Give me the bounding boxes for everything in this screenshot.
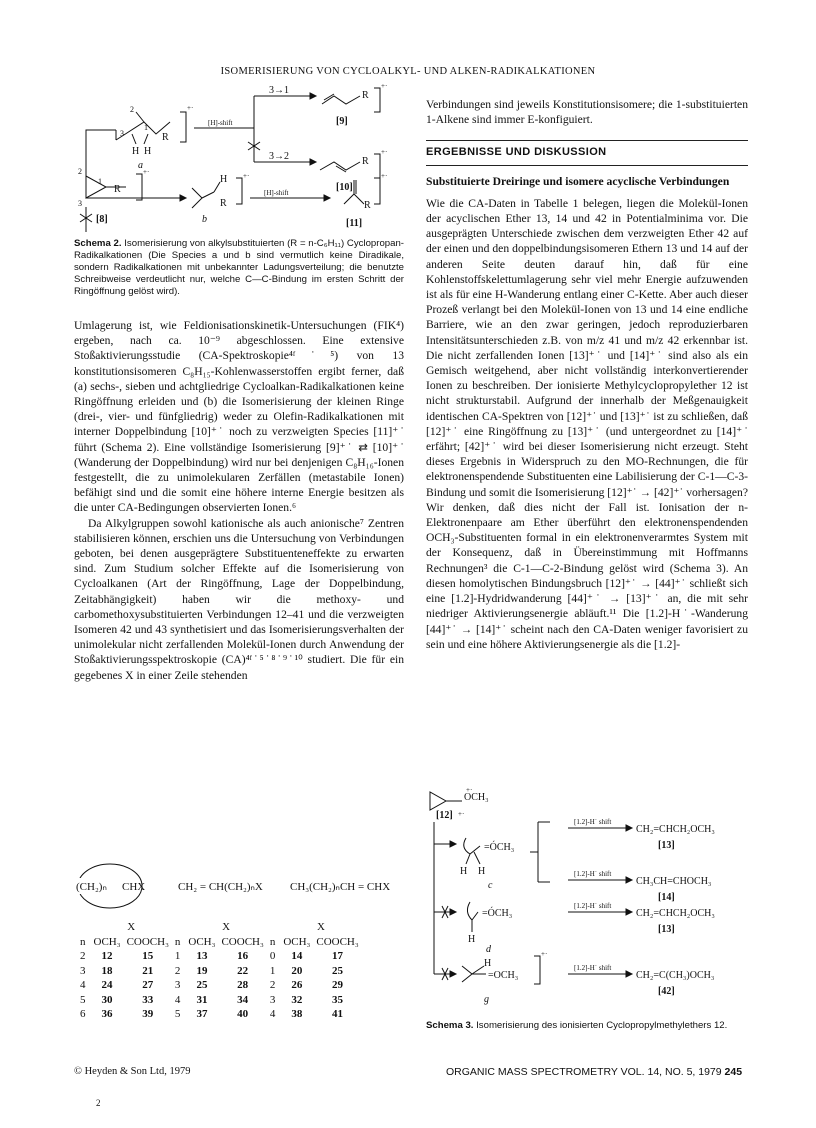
table-x-1: X bbox=[127, 921, 136, 933]
s3-species-d: d bbox=[486, 944, 491, 955]
table-cell: 41 bbox=[332, 1008, 344, 1020]
label-rad-b: +· bbox=[243, 172, 250, 180]
s3-h-c1: H bbox=[460, 866, 468, 877]
table-x-3: X bbox=[317, 921, 325, 933]
scheme-3-diagram bbox=[426, 788, 748, 1013]
table-cell: 13 bbox=[196, 950, 208, 962]
label-r-8: R bbox=[114, 184, 121, 195]
label-r-b: R bbox=[220, 198, 227, 209]
label-h-shift-b: [H]-shift bbox=[264, 189, 289, 197]
table-cell: 38 bbox=[291, 1008, 303, 1020]
s3-rad-12: +· bbox=[466, 788, 473, 794]
label-8-num-1: 1 bbox=[98, 177, 102, 186]
subsection-heading: Substituierte Dreiringe und isomere acyclische Verbindungen bbox=[426, 174, 730, 188]
table-cell: 4 bbox=[269, 1008, 276, 1020]
label-h-a2: H bbox=[144, 146, 152, 157]
left-column bbox=[74, 318, 404, 683]
footer-copyright: © Heyden & Son Ltd, 1979 bbox=[74, 1066, 191, 1077]
left-paragraph-2: Da Alkylgruppen sowohl kationische als auch anionische⁷ Zentren stabilisieren können, erschien uns die Untersuchung von Verbindungen geboten, bei denen ausgeprägtere Substituenteneffekte zu erwarten sind. Zum Studium solcher Effekte auf die Isomerisierung von Cycloalkanen (Art der Ringöffnung, Lage der Doppelbindung, Zeitabhängigkeit) haben wir die methoxy- und carbomethoxysubstituierten Verbindungen 12–41 und die verzweigten Isomeren 42 und 43 synthetisiert und das Isomerisierungsverhalten der unimolekular nicht zerfallenden Molekül-Ionen durch Anwendung der Stoßaktivierungsspektroskopie (CA)⁴ᶠ˙⁵˙⁸˙⁹˙¹⁰ studiert. Die für ein gegebenes X in einer Zeile stehenden bbox=[74, 516, 404, 682]
label-r-11: R bbox=[364, 200, 371, 211]
s3-h-c2: H bbox=[478, 866, 486, 877]
table-cell: 24 bbox=[101, 979, 113, 991]
table-cell: 2 bbox=[269, 979, 276, 991]
label-num-2: 2 bbox=[130, 105, 134, 114]
table-cell: 27 bbox=[142, 979, 154, 991]
table-cell: 30 bbox=[101, 993, 113, 1006]
right-paragraph-1: Wie die CA-Daten in Tabelle 1 belegen, liegen die Molekül-Ionen der acyclischen Ether 13, 14 und 42 in Potentialminima vor. Die ausgeprägten Unterschiede zwischen dem verzweigten Ether 42 auf der einen und den doppelbindungsisomeren Ethern 13 und 14 auf der anderen Seite deuten darauf hin, daß für eine Kohlenstoffskelettumlagerung sehr viel mehr Energie aufzuwenden ist als für eine H-Wanderung entlang einer C-Kette. Aber auch dieser Prozeß verlangt bei den Molekül-Ionen von 13 und 14 eine endliche Barriere, wie an den zwar geringen, jedoch reproduzierbaren Intensitätsunterschieden z.B. von m/z 41 und m/z 42 erkennbar ist. Die nicht zerfallenden Ionen [13]⁺˙ und [14]⁺˙ sind also als ein Gemisch weitgehend, aber nicht vollständig interkonvertierender Ionen zu beschreiben. Der ionisierte Methylcyclopropylether 12 ist nicht strukturstabil. Aufgrund der innerhalb der Meßgenauigkeit identischen CA-Spektren von [12]⁺˙ und [13]⁺˙ ist zu schließen, daß [12]⁺˙ eine Ringöffnung zu [13]⁺˙ (und untergeordnet zu [14]⁺˙ erfährt; [42]⁺˙ wird bei dieser Isomerisierung nicht erzeugt. Steht dieses Ergebnis in Widerspruch zu den MO-Rechnungen, die für elektronenspendende Substituenten eine Labilisierung der C-1—C-3-Bindung und somit die Isomerisierung [12]⁺˙ → [42]⁺˙ vorhersagen? Wir denken, daß dies nicht der Fall ist. Ionisation der n-Elektronenpaare am Ether überführt den elektronenspendenden OCH₃-Substituenten formal in ein elektronenverarmtes System mit der Konsequenz, daß in Übereinstimmung mit Hoffmanns Rechnungen³ die C-1—C-2-Bindung gelöst wird (Schema 3). An diesen homolytischen Bindungsbruch [12]⁺˙ → [44]⁺˙ schließt sich eine [1.2]-Hydridwanderung [44]⁺˙ → [13]⁺˙ an, die mit sehr niedriger Aktivierungsenergie abläuft.¹¹ Die [1.2]-H˙-Wanderung [44]⁺˙ → [14]⁺˙ scheint nach den CA-Daten weniger favorisiert zu sein und eine höhere Aktivierungsenergie als die [1.2]- bbox=[426, 196, 748, 651]
table-cell: 1 bbox=[269, 964, 276, 977]
compound-9: [9] bbox=[336, 116, 348, 127]
th-och3-3: OCH₃ bbox=[283, 935, 311, 948]
table-row bbox=[80, 1007, 365, 1022]
s3-product-42: CH₂=C(CH₃)OCH₃ bbox=[636, 970, 715, 981]
table-cell: 5 bbox=[80, 993, 86, 1006]
table-x-row bbox=[80, 920, 365, 935]
label-rad-11: +· bbox=[381, 172, 388, 180]
th-och3-2: OCH₃ bbox=[188, 935, 216, 948]
s3-shift-d: [1.2]-H˙ shift bbox=[574, 902, 612, 910]
table-cell: 36 bbox=[101, 1008, 113, 1020]
right-paragraph-0: Verbindungen sind jeweils Konstitutionsisomere; die 1-substituierten 1-Alkene sind immer E-konfiguiert. bbox=[426, 98, 748, 127]
label-species-b: b bbox=[202, 214, 207, 225]
general-formulas bbox=[74, 860, 414, 916]
th-n-3: n bbox=[269, 935, 276, 948]
label-num-1: 1 bbox=[144, 123, 148, 132]
s3-compound-42: [42] bbox=[658, 986, 675, 997]
s3-rad-g: +· bbox=[541, 950, 548, 958]
label-h-b: H bbox=[220, 174, 228, 185]
scheme-2-caption-label: Schema 2. bbox=[74, 238, 122, 249]
compound-number-table bbox=[80, 920, 365, 1022]
table-cell: 4 bbox=[174, 993, 181, 1006]
formula-terminal-alkene: CH₂ = CH(CH₂)ₙX bbox=[178, 881, 263, 893]
formula-ring-ch2n: (CH₂)ₙ bbox=[76, 881, 107, 893]
label-rad-a: +· bbox=[187, 104, 194, 112]
s3-rad-12b: +· bbox=[458, 810, 465, 818]
table-cell: 21 bbox=[142, 964, 154, 977]
right-column bbox=[426, 97, 748, 652]
label-num-3: 3 bbox=[120, 129, 124, 138]
table-cell: 37 bbox=[196, 1008, 208, 1020]
table-cell: 22 bbox=[237, 964, 249, 977]
table-row bbox=[80, 978, 365, 993]
th-cooch3-2: COOCH₃ bbox=[221, 935, 264, 948]
table-cell: 4 bbox=[80, 979, 86, 991]
table-cell: 3 bbox=[174, 979, 181, 991]
table-cell: 2 bbox=[174, 964, 181, 977]
bottom-number: 2 bbox=[96, 1098, 101, 1108]
table-cell: 1 bbox=[174, 950, 181, 962]
table-cell: 29 bbox=[332, 979, 344, 991]
table-header-row bbox=[80, 935, 365, 950]
table-cell: 25 bbox=[196, 979, 208, 991]
label-r-9: R bbox=[362, 90, 369, 101]
footer-journal-name: ORGANIC MASS SPECTROMETRY VOL. 14, NO. 5, 1979 bbox=[446, 1066, 722, 1078]
compound-10: [10] bbox=[336, 182, 353, 193]
s3-shift-14: [1.2]-H˙ shift bbox=[574, 870, 612, 878]
table-x-2: X bbox=[222, 921, 231, 933]
label-species-a: a bbox=[138, 160, 143, 171]
s3-shift-42: [1.2]-H˙ shift bbox=[574, 964, 612, 972]
s3-ox-c: =ÓCH₃ bbox=[484, 842, 515, 853]
page-number: 245 bbox=[724, 1066, 743, 1078]
s3-compound-14: [14] bbox=[658, 892, 675, 903]
th-cooch3-1: COOCH₃ bbox=[126, 935, 169, 948]
table-cell: 14 bbox=[291, 950, 303, 962]
s3-ox-d: =ÓCH₃ bbox=[482, 908, 513, 919]
s3-compound-13: [13] bbox=[658, 840, 675, 851]
table-cell: 20 bbox=[291, 964, 303, 977]
scheme-3-caption-label: Schema 3. bbox=[426, 1020, 474, 1031]
th-cooch3-3: COOCH₃ bbox=[316, 935, 359, 948]
scheme-2-lower-diagram bbox=[74, 232, 404, 233]
section-heading: ERGEBNISSE UND DISKUSSION bbox=[426, 140, 748, 165]
th-och3-1: OCH₃ bbox=[93, 935, 121, 948]
table-cell: 34 bbox=[237, 993, 249, 1006]
table-cell: 32 bbox=[291, 993, 303, 1006]
scheme-3-caption-text: Isomerisierung des ionisierten Cyclopropylmethylethers 12. bbox=[476, 1020, 728, 1031]
table-cell: 3 bbox=[80, 964, 86, 977]
label-r-10: R bbox=[362, 156, 369, 167]
label-h-shift-a: [H]-shift bbox=[208, 119, 233, 127]
running-header: ISOMERISIERUNG VON CYCLOALKYL- UND ALKEN-RADIKALKATIONEN bbox=[220, 66, 596, 77]
table-cell: 16 bbox=[237, 950, 249, 962]
s3-compound-13b: [13] bbox=[658, 924, 675, 935]
formula-cyclo-chx: CHX bbox=[122, 881, 146, 893]
s3-product-14: CH₃CH=CHOCH₃ bbox=[636, 876, 712, 887]
s3-h-g: H bbox=[484, 958, 492, 969]
label-rad-8: +· bbox=[143, 168, 150, 176]
table-cell: 26 bbox=[291, 979, 303, 991]
compound-8: [8] bbox=[96, 214, 108, 225]
s3-species-c: c bbox=[488, 880, 493, 891]
label-3-1: 3→1 bbox=[269, 85, 289, 96]
table-cell: 12 bbox=[101, 950, 113, 962]
table-cell: 39 bbox=[142, 1008, 154, 1020]
scheme-2-caption-text: Isomerisierung von alkylsubstituierten (R = n-C₆H₁₁) Cyclopropan-Radikalkationen (Die Species a und b sind vermutlich keine Diradikale, sondern Radikalkationen mit unbekannter Ladungsverteilung; die benutzte Schreibweise verdeutlicht nur, welche C—C-Bindung im ersten Schritt der Ringöffnung gelöst wird). bbox=[74, 238, 404, 297]
table-cell: 35 bbox=[332, 993, 344, 1006]
label-8-num-2: 2 bbox=[78, 167, 82, 176]
table-cell: 33 bbox=[142, 993, 154, 1006]
label-r-a: R bbox=[162, 132, 169, 143]
th-n-1: n bbox=[80, 935, 86, 948]
label-rad-9: +· bbox=[381, 82, 388, 90]
table-cell: 31 bbox=[196, 993, 208, 1006]
table-cell: 18 bbox=[101, 964, 113, 977]
label-h-a1: H bbox=[132, 146, 140, 157]
table-cell: 15 bbox=[142, 950, 154, 962]
table-cell: 5 bbox=[174, 1008, 181, 1020]
table-cell: 3 bbox=[269, 993, 276, 1006]
s3-compound-12: [12] bbox=[436, 810, 453, 821]
label-rad-10: +· bbox=[381, 148, 388, 156]
table-cell: 0 bbox=[269, 950, 276, 962]
label-8-num-3: 3 bbox=[78, 199, 82, 208]
table-row bbox=[80, 964, 365, 979]
label-3-2: 3→2 bbox=[269, 151, 289, 162]
s3-och3-12: OCH₃ bbox=[464, 792, 489, 803]
s3-ox-g: =OCH₃ bbox=[488, 970, 519, 981]
table-row bbox=[80, 949, 365, 964]
s3-product-13: CH₂=CHCH₂OCH₃ bbox=[636, 824, 715, 835]
s3-product-13b: CH₂=CHCH₂OCH₃ bbox=[636, 908, 715, 919]
table-cell: 28 bbox=[237, 979, 249, 991]
scheme-2-caption bbox=[74, 238, 404, 298]
left-paragraph-1: Umlagerung ist, wie Feldionisationskinetik-Untersuchungen (FIK⁴) ergeben, nach ca. 10⁻⁹ abgeschlossen. Eine extensive Stoßaktivierungsstudie (CA-Spektroskopie⁴ᶠ˙⁵) von 13 konstitutionsisomeren C₈H₁₅-Kohlenwasserstoffen ergibt ferner, daß (a) sechs-, sieben und achtgliedrige Cycloalkan-Radikalkationen keine Ringöffnung erleiden und (b) die Isomerisierung der kleinen Ringe (drei-, vier- und fünfgliedrig) weder zu Olefin-Radikalkationen mit interner Doppelbindung [10]⁺˙ noch zu verzweigten Species [11]⁺˙ führt (Schema 2). Eine vollständige Isomerisierung [9]⁺˙ ⇄ [10]⁺˙ (Wanderung der Doppelbindung) wird nur bei denjenigen C₈H₁₆-Ionen festgestellt, die zu unimolekularen Zerfällen (metastabile Ionen) befähigt sind und die somit eine höhere interne Energie besitzen als die unter CA-Bedingungen observierten Ionen.⁶ bbox=[74, 319, 404, 515]
s3-h-d: H bbox=[468, 934, 476, 945]
scheme-3-caption bbox=[426, 1020, 748, 1032]
table-cell: 19 bbox=[196, 964, 208, 977]
s3-species-g: g bbox=[484, 994, 489, 1005]
table-cell: 25 bbox=[332, 964, 344, 977]
table-cell: 17 bbox=[332, 950, 344, 962]
scheme-2-species-b bbox=[74, 150, 404, 230]
footer-journal bbox=[446, 1066, 742, 1078]
formula-internal-alkene: CH₃(CH₂)ₙCH = CHX bbox=[290, 881, 391, 893]
th-n-2: n bbox=[174, 935, 181, 948]
compound-11: [11] bbox=[346, 218, 363, 229]
scheme-2-branch-path bbox=[74, 232, 75, 233]
table-cell: 2 bbox=[80, 950, 86, 962]
table-cell: 40 bbox=[237, 1008, 249, 1020]
s3-shift-13: [1.2]-H˙ shift bbox=[574, 818, 612, 826]
table-cell: 6 bbox=[80, 1008, 86, 1020]
table-row bbox=[80, 993, 365, 1008]
